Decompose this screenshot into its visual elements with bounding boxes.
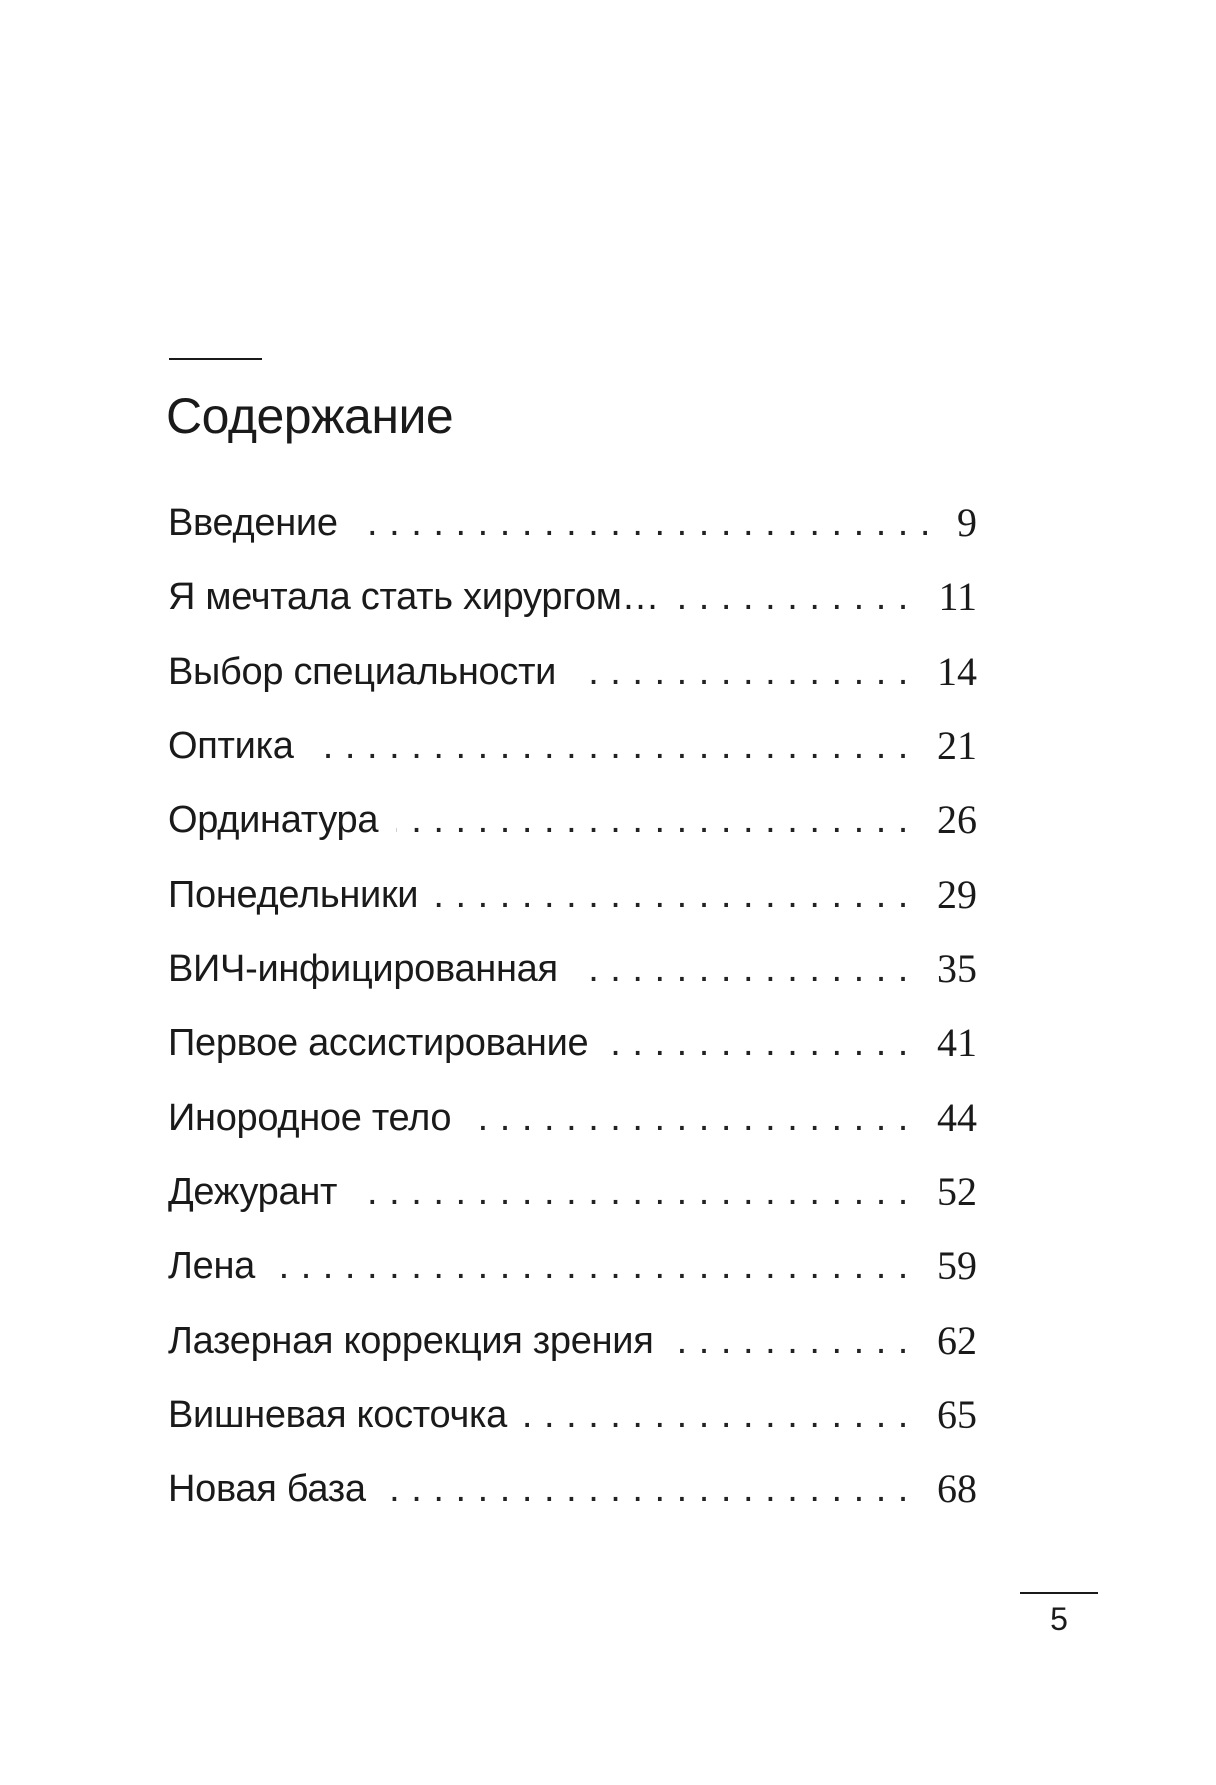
toc-entry-page-number: 44 — [911, 1081, 977, 1155]
toc-entry — [168, 1452, 977, 1526]
toc-entry-page-number: 9 — [931, 486, 977, 560]
toc-entry — [168, 1378, 977, 1452]
toc-entry — [168, 560, 977, 634]
toc-entry — [168, 709, 977, 783]
toc-entry-title: Новая база — [168, 1468, 384, 1510]
toc-entry-page-number: 29 — [911, 858, 977, 932]
toc-entry-title: Дежурант — [168, 1171, 355, 1213]
toc-entry-title: Выбор специальности — [168, 651, 574, 693]
toc-entry — [168, 858, 977, 932]
toc-entry-title: Я мечтала стать хирургом… — [168, 576, 677, 618]
toc-entry — [168, 1304, 977, 1378]
toc-entry-page-number: 21 — [911, 709, 977, 783]
toc-entry-title: Вишневая косточка — [168, 1394, 525, 1436]
toc-entry — [168, 783, 977, 857]
toc-entry — [168, 486, 977, 560]
toc-entry-title: Введение — [168, 502, 356, 544]
toc-entry-page-number: 68 — [911, 1452, 977, 1526]
toc-entry-title: Ординатура — [168, 799, 396, 841]
toc-entry-title: Понедельники — [168, 874, 436, 916]
page-title: Содержание — [166, 388, 454, 444]
toc-entry-page-number: 41 — [911, 1006, 977, 1080]
table-of-contents — [168, 486, 977, 1527]
toc-entry — [168, 1229, 977, 1303]
toc-entry-title: Оптика — [168, 725, 312, 767]
footer-rule — [1020, 1592, 1098, 1594]
toc-entry-page-number: 26 — [911, 783, 977, 857]
toc-entry-title: ВИЧ-инфицированная — [168, 948, 576, 990]
page-number: 5 — [1050, 1601, 1068, 1637]
toc-entry-page-number: 65 — [911, 1378, 977, 1452]
toc-entry — [168, 932, 977, 1006]
toc-entry-page-number: 52 — [911, 1155, 977, 1229]
title-rule — [169, 358, 262, 360]
toc-entry — [168, 635, 977, 709]
toc-entry-page-number: 14 — [911, 635, 977, 709]
toc-entry-page-number: 59 — [911, 1229, 977, 1303]
toc-entry — [168, 1081, 977, 1155]
toc-entry-page-number: 11 — [912, 560, 977, 634]
toc-entry-page-number: 62 — [911, 1304, 977, 1378]
toc-entry-page-number: 35 — [911, 932, 977, 1006]
toc-entry-title: Первое ассистирование — [168, 1022, 606, 1064]
toc-entry-title: Инородное тело — [168, 1097, 469, 1139]
toc-entry-title: Лена — [168, 1245, 273, 1287]
toc-entry — [168, 1155, 977, 1229]
toc-entry-title: Лазерная коррекция зрения — [168, 1320, 671, 1362]
dot-leader — [168, 1229, 977, 1303]
toc-entry — [168, 1006, 977, 1080]
